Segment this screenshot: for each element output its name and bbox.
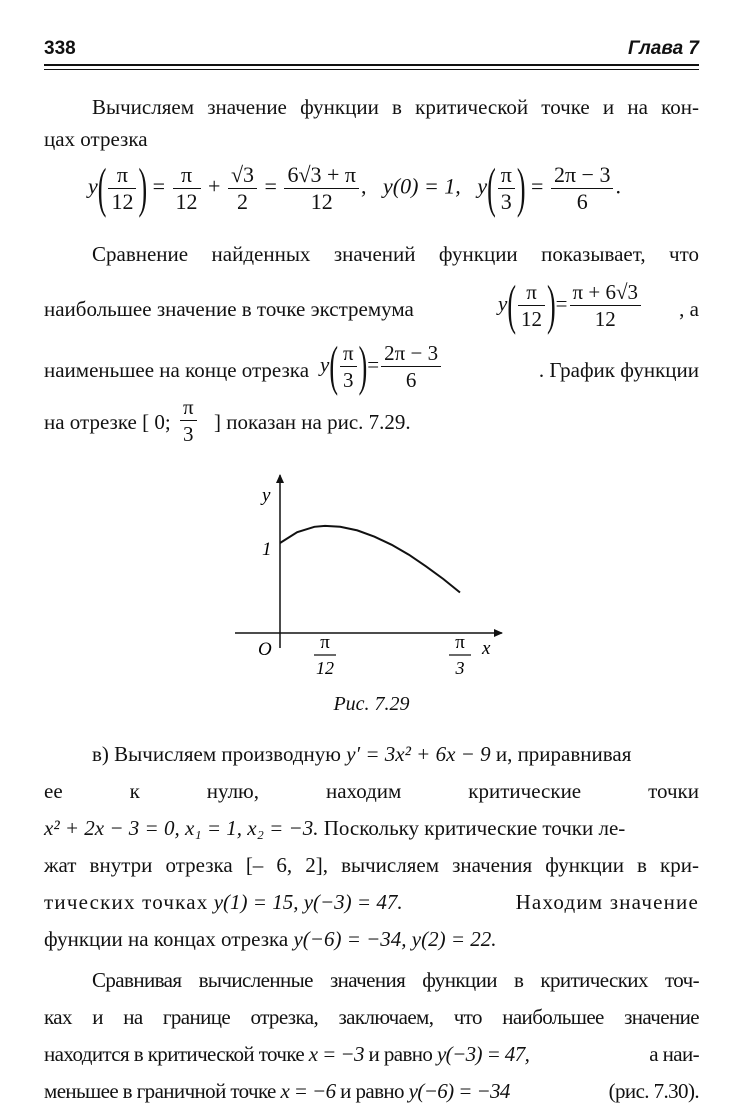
para3-line2-word: нулю, <box>206 779 259 803</box>
x-tick-num: π <box>455 632 465 653</box>
header-rule <box>44 64 699 66</box>
y-tick-label: 1 <box>262 539 272 560</box>
x-ticks <box>314 632 471 678</box>
para3-line5: тических точках y(1) = 15, y(−3) = 47. Находим значение <box>44 890 699 914</box>
function-graph <box>180 460 560 710</box>
para2-line4: на отрезке [ 0; $\frac{\pi}{3}$ ] показан на рис. 7.29. <box>44 395 411 446</box>
para4-line1: Сравнивая вычисленные значения функции в критических точ- <box>92 968 699 992</box>
origin-label: O <box>258 639 272 660</box>
para4-line3: находится в критической точке x = −3 и равно y(−3) = 47, а наи- <box>44 1042 699 1066</box>
para3-line2-word: ее <box>44 779 63 803</box>
page-number: 338 <box>44 38 76 59</box>
para3-line2-word: находим <box>325 779 402 803</box>
para1-line1: Вычисляем значение функции в критической точке и на кон- <box>92 95 699 119</box>
x-tick-2 <box>449 632 471 678</box>
para3-line4: жат внутри отрезка [– 6, 2], вычисляем значения функции в кри- <box>44 853 699 877</box>
para1-line2: цах отрезка <box>44 127 148 151</box>
para3-line3: x² + 2x − 3 = 0, x₁ = 1, x₂ = −3. Поскольку критические точки ле- <box>44 816 626 840</box>
para3-line2-word: к <box>129 779 140 803</box>
para2-line1: Сравнение найденных значений функции показывает, что <box>92 242 699 266</box>
para3-line6: функции на концах отрезка y(−6) = −34, y(2) = 22. <box>44 927 497 951</box>
formula-values: y( $\frac{\pi}{12}$ ) = $\frac{\pi}{12}$ + $\frac{√3}{2}$ = $\frac{6√3 + \pi}{12}$ , y(0) = 1, y( $\frac{\pi}{3}$ ) = $\frac{2\pi - 3}{6}$ . <box>88 157 621 218</box>
function-curve <box>280 526 460 593</box>
para3-line2-word: критические <box>468 779 582 803</box>
y-axis-label: y <box>262 485 271 506</box>
x-tick-1 <box>314 632 336 678</box>
para3-line2-word: точки <box>648 779 699 803</box>
para4-line4: меньшее в граничной точке x = −6 и равно y(−6) = −34 (рис. 7.30). <box>44 1079 699 1103</box>
formula-y0: y(0) = 1, <box>383 173 461 199</box>
x-axis-label: x <box>482 638 491 659</box>
para3-line2 <box>44 775 699 807</box>
figure-caption: Рис. 7.29 <box>333 693 410 715</box>
para3-line1: в) Вычисляем производную y′ = 3x² + 6x − 9 и, приравнивая <box>92 742 632 766</box>
x-tick-num: π <box>320 632 330 653</box>
chapter-title: Глава 7 <box>628 38 699 59</box>
x-tick-den: 12 <box>316 658 334 678</box>
para2-line2: наибольшее значение в точке экстремума y( $\frac{\pi}{12}$ )= $\frac{\pi + 6√3}{12}$ , а <box>44 274 699 335</box>
para4-line2: ках и на границе отрезка, заключаем, что наибольшее значение <box>44 1005 699 1029</box>
header-rule-thin <box>44 69 699 70</box>
para2-line3: наименьшее на конце отрезка y( $\frac{\pi}{3}$ )= $\frac{2\pi - 3}{6}$ . График функции <box>44 335 699 396</box>
x-tick-den: 3 <box>455 658 465 678</box>
